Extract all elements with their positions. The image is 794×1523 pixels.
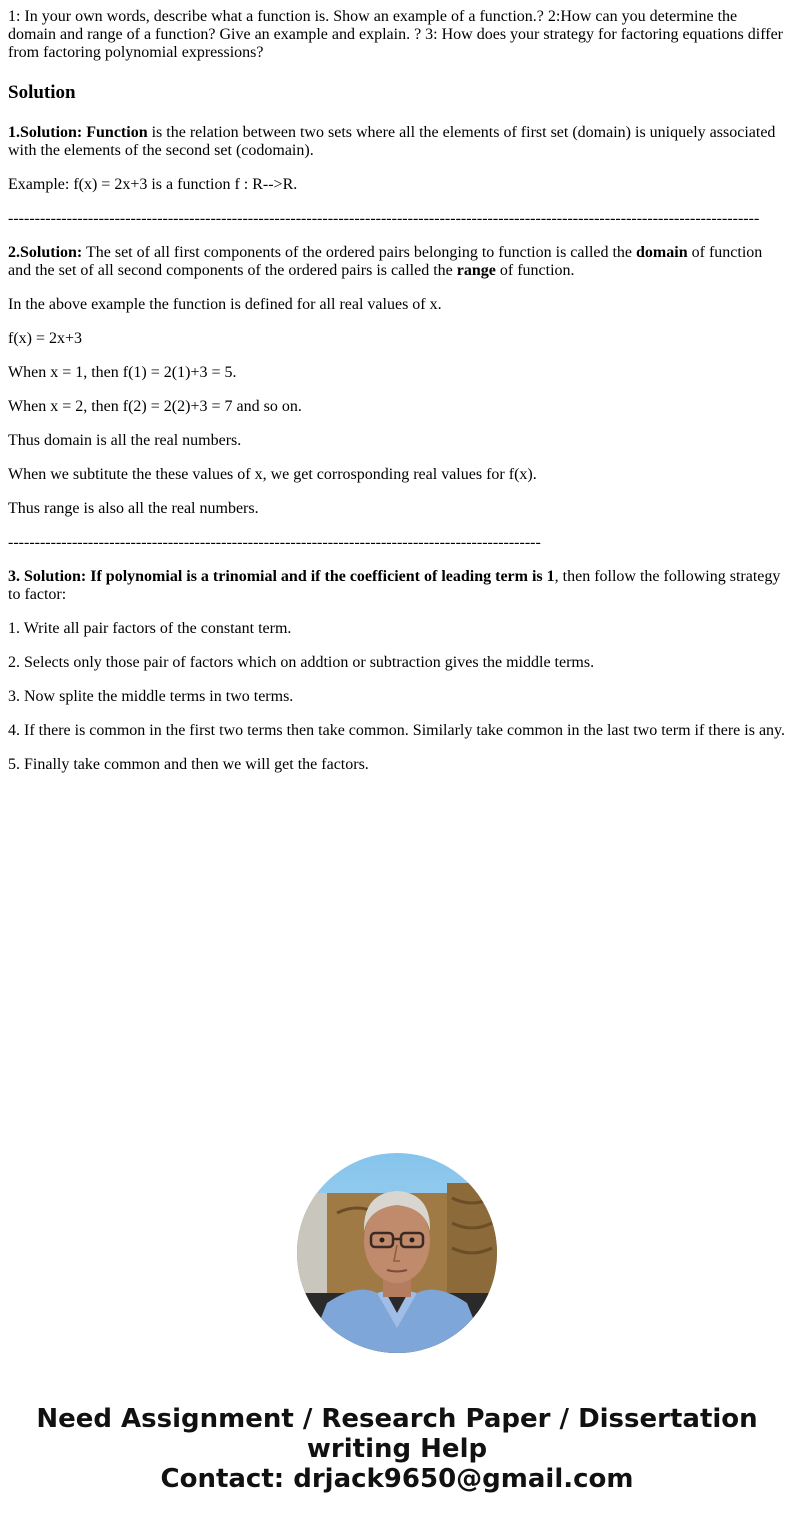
promo-line-1: Need Assignment / Research Paper / Dissertation writing Help bbox=[36, 1404, 758, 1464]
solution-3-step: 5. Finally take common and then we will get the factors. bbox=[8, 756, 369, 773]
divider-2: ---------------------------------------------------------------------------------------------------- bbox=[8, 534, 541, 551]
solution-2-text-b: of function and the set of all second components of the ordered pairs is called the bbox=[8, 244, 763, 279]
tutor-photo-icon bbox=[297, 1153, 497, 1353]
solution-3-text: , then follow the following strategy to factor: bbox=[8, 568, 781, 603]
solution-3-label: 3. Solution: If polynomial is a trinomial and if the coefficient of leading term is 1 bbox=[8, 568, 555, 585]
solution-2-line: When we subtitute the these values of x, we get corrosponding real values for f(x). bbox=[8, 466, 537, 483]
solution-3-paragraph bbox=[8, 568, 788, 604]
solution-3-step: 1. Write all pair factors of the constant term. bbox=[8, 620, 292, 637]
solution-2-line: Thus domain is all the real numbers. bbox=[8, 432, 242, 449]
divider-1: --------------------------------------------------------------------------------------------------------------------------------------------- bbox=[8, 210, 760, 227]
domain-word: domain bbox=[636, 244, 688, 261]
solution-1-label: 1.Solution: Function bbox=[8, 124, 148, 141]
question-text: 1: In your own words, describe what a function is. Show an example of a function.? 2:How can you determine the domain and range of a function? Give an example and explain. ? 3: How does your strategy for factoring equations differ from factoring polynomial expressions? bbox=[8, 8, 783, 61]
promo-banner bbox=[0, 1404, 794, 1494]
solution-3-step: 3. Now splite the middle terms in two terms. bbox=[8, 688, 294, 705]
solution-2-line: f(x) = 2x+3 bbox=[8, 330, 83, 347]
solution-2-line: When x = 1, then f(1) = 2(1)+3 = 5. bbox=[8, 364, 237, 381]
solution-2-line: In the above example the function is defined for all real values of x. bbox=[8, 296, 442, 313]
range-word: range bbox=[456, 262, 496, 279]
solution-2-text-c: of function. bbox=[495, 262, 575, 279]
tutor-avatar bbox=[297, 1153, 497, 1353]
solution-2-paragraph bbox=[8, 244, 788, 280]
solution-1-text: is the relation between two sets where all the elements of first set (domain) is uniquely associated with the elements of the second set (codomain). bbox=[8, 124, 776, 159]
solution-heading: Solution bbox=[8, 82, 76, 103]
solution-2-line: When x = 2, then f(2) = 2(2)+3 = 7 and so on. bbox=[8, 398, 302, 415]
document-body bbox=[8, 8, 788, 790]
solution-1-example: Example: f(x) = 2x+3 is a function f : R-->R. bbox=[8, 176, 298, 193]
solution-3-step: 4. If there is common in the first two terms then take common. Similarly take common in the last two term if there is any. bbox=[8, 722, 786, 739]
promo-contact-email: Contact: drjack9650@gmail.com bbox=[160, 1464, 634, 1494]
solution-2-label: 2.Solution: bbox=[8, 244, 83, 261]
solution-1-paragraph bbox=[8, 124, 788, 160]
solution-2-text-a: The set of all first components of the ordered pairs belonging to function is called the bbox=[82, 244, 637, 261]
solution-2-line: Thus range is also all the real numbers. bbox=[8, 500, 259, 517]
solution-3-step: 2. Selects only those pair of factors which on addtion or subtraction gives the middle terms. bbox=[8, 654, 595, 671]
